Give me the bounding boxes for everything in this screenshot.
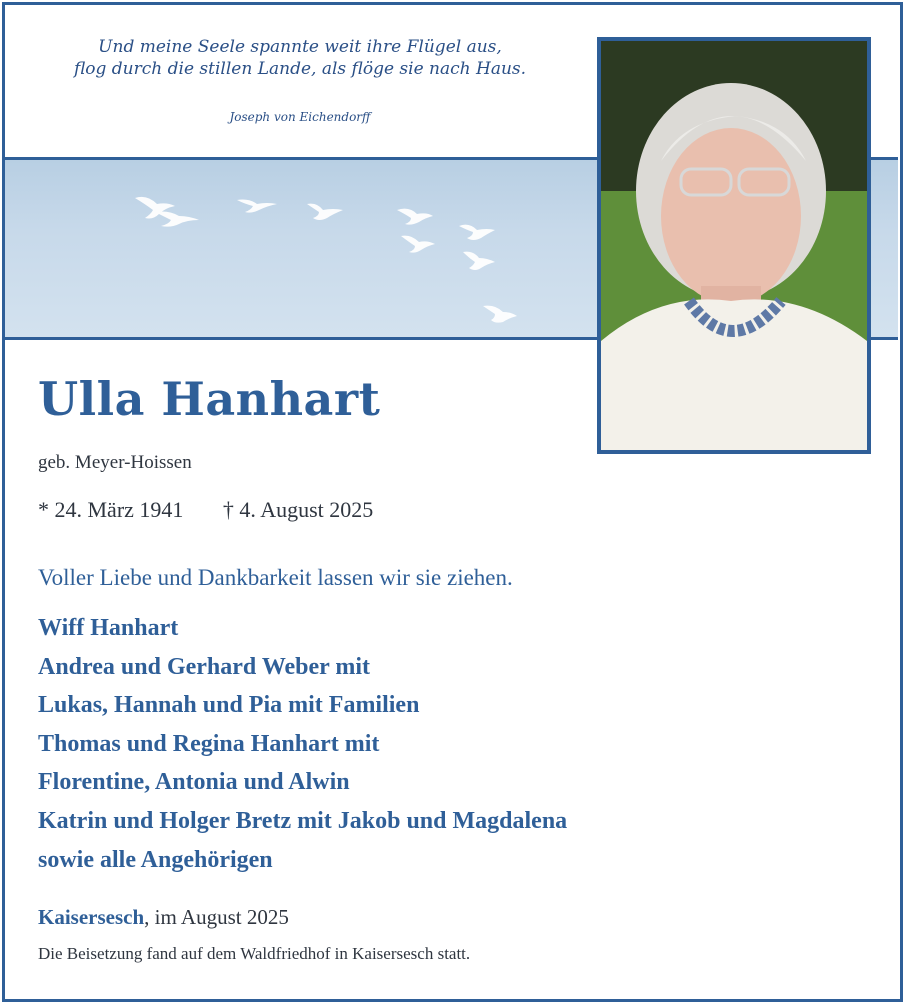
quote-line-1: Und meine Seele spannte weit ihre Flügel aus, [98, 37, 502, 57]
flying-birds-image [5, 160, 605, 337]
mourner-line: Florentine, Antonia und Alwin [38, 769, 350, 796]
deceased-name: Ulla Hanhart [38, 372, 381, 426]
mourner-line: Wiff Hanhart [38, 615, 179, 641]
death-date: † 4. August 2025 [222, 497, 374, 522]
birth-date: * 24. März 1941 [38, 497, 184, 522]
place-date [38, 905, 289, 930]
mourner-line: sowie alle Angehörigen [38, 846, 273, 873]
birth-name: geb. Meyer-Hoissen [38, 452, 192, 473]
mourner-line: Katrin und Holger Bretz mit Jakob und Magdalena [38, 807, 568, 834]
farewell-text: Voller Liebe und Dankbarkeit lassen wir sie ziehen. [38, 565, 513, 590]
place-month: , im August 2025 [144, 905, 289, 929]
portrait-photo [597, 37, 871, 454]
quote-author: Joseph von Eichendorff [229, 110, 371, 124]
burial-note: Die Beisetzung fand auf dem Waldfriedhof in Kaisersesch statt. [38, 944, 471, 963]
mourner-line: Andrea und Gerhard Weber mit [38, 653, 371, 680]
mourner-line: Lukas, Hannah und Pia mit Familien [38, 692, 420, 719]
quote-line-2: flog durch die stillen Lande, als flöge sie nach Haus. [73, 59, 527, 79]
mourner-line: Thomas und Regina Hanhart mit [38, 730, 380, 757]
place-city: Kaisersesch [38, 905, 145, 929]
mourners-list [38, 609, 567, 879]
life-dates [38, 497, 373, 523]
poem-quote [0, 36, 600, 80]
